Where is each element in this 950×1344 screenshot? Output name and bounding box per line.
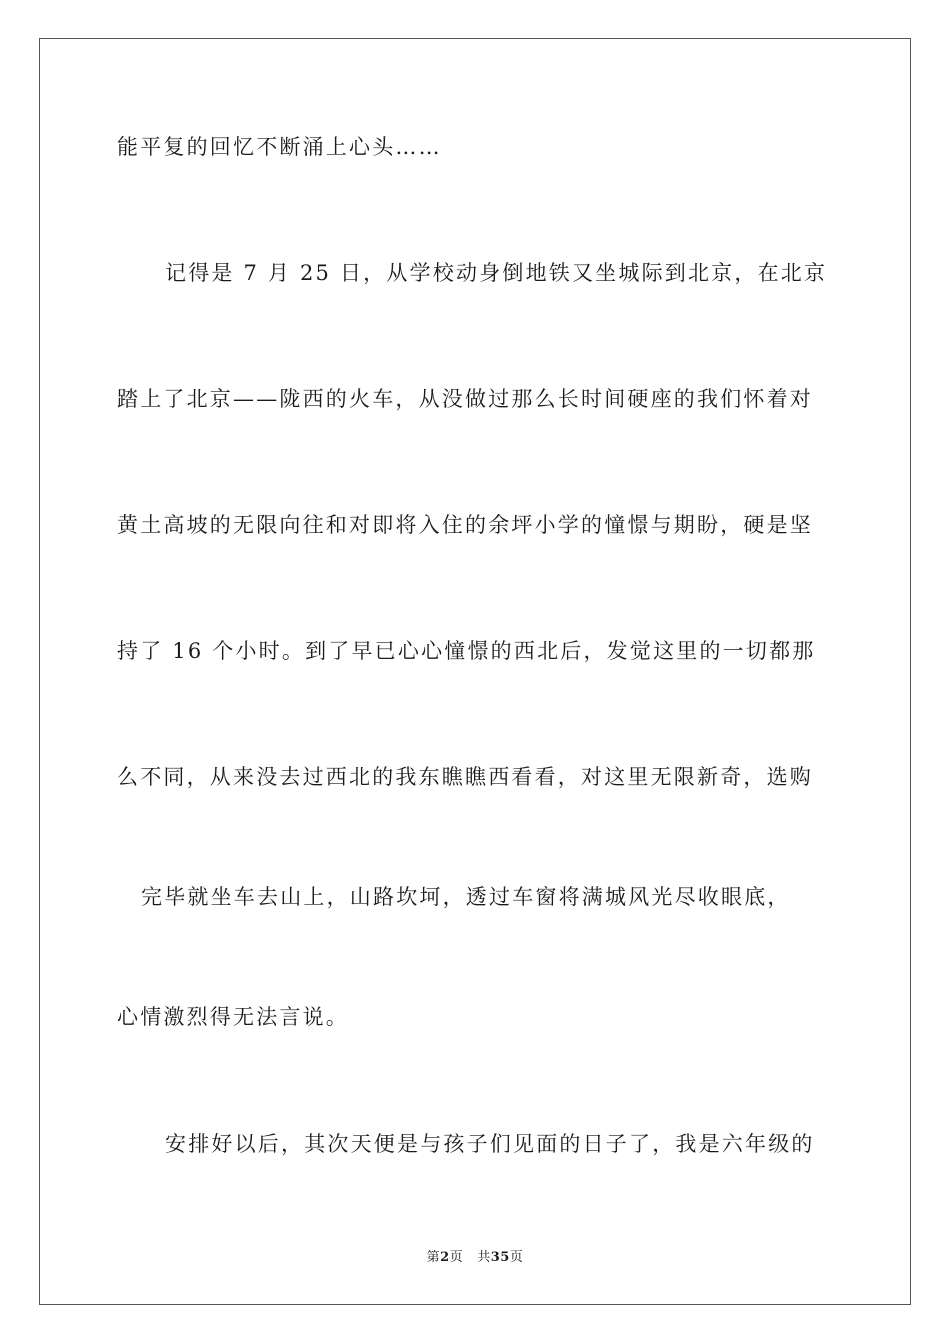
text-line-6: 么不同，从来没去过西北的我东瞧瞧西看看，对这里无限新奇，选购 — [117, 765, 813, 789]
total-prefix: 共 — [477, 1250, 491, 1265]
text-line-8: 心情激烈得无法言说。 — [117, 1005, 349, 1029]
text-line-7: 完毕就坐车去山上，山路坎坷，透过车窗将满城风光尽收眼底， — [141, 885, 791, 909]
page-border — [39, 38, 911, 1305]
text-line-3: 踏上了北京——陇西的火车，从没做过那么长时间硬座的我们怀着对 — [117, 387, 813, 411]
total-pages: 35 — [490, 1250, 510, 1265]
text-line-1: 能平复的回忆不断涌上心头…… — [117, 135, 442, 159]
page-footer — [0, 1246, 950, 1265]
text-line-9: 安排好以后，其次天便是与孩子们见面的日子了，我是六年级的 — [165, 1132, 815, 1156]
text-line-5: 持了 16 个小时。到了早已心心憧憬的西北后，发觉这里的一切都那 — [117, 639, 816, 663]
text-line-4: 黄土高坡的无限向往和对即将入住的余坪小学的憧憬与期盼，硬是坚 — [117, 513, 813, 537]
page-suffix: 页 — [449, 1250, 464, 1265]
text-line-2: 记得是 7 月 25 日，从学校动身倒地铁又坐城际到北京，在北京 — [165, 261, 828, 285]
page-number: 2 — [440, 1250, 450, 1265]
page-prefix: 第 — [426, 1250, 441, 1265]
total-suffix: 页 — [509, 1250, 524, 1265]
